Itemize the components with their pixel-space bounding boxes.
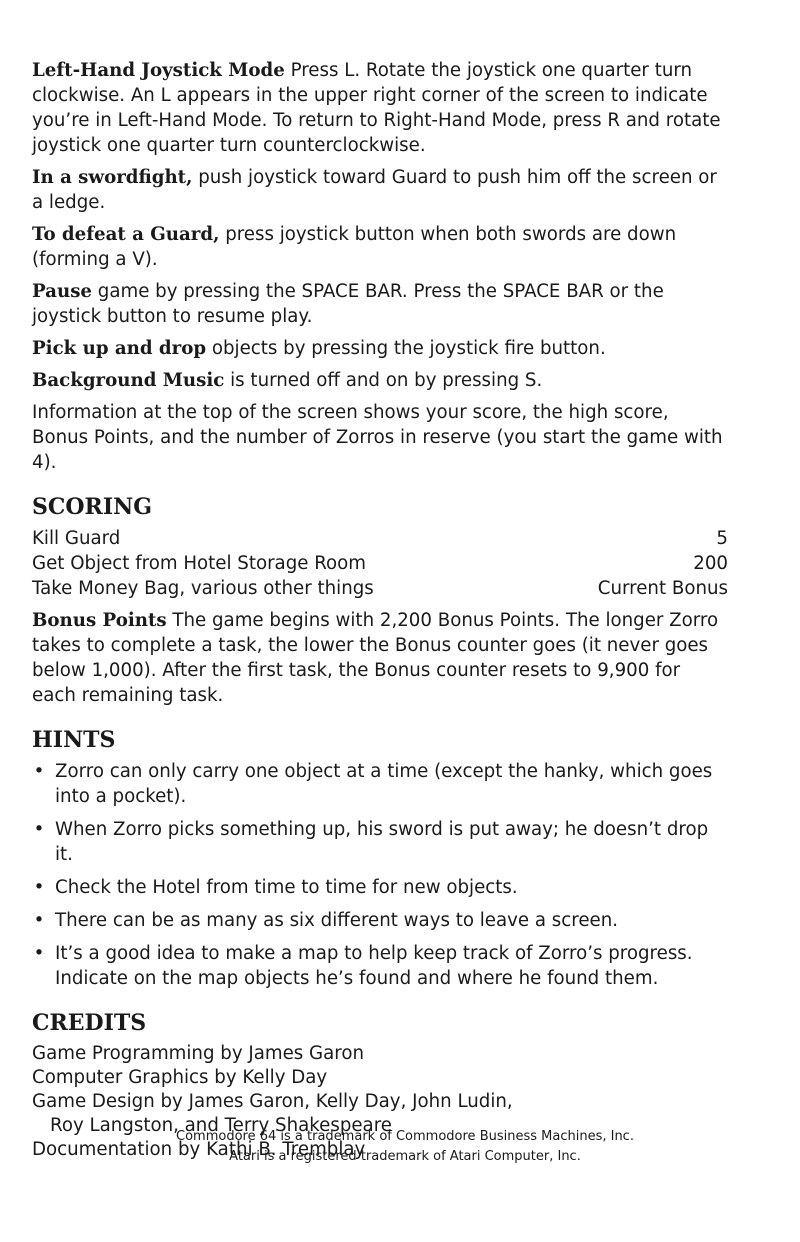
list-item <box>32 817 728 867</box>
control-paragraph-left-hand-mode <box>32 58 728 158</box>
hint-text: It’s a good idea to make a map to help keep track of Zorro’s progress. Indicate on the map objects he’s found and where he found them. <box>55 943 693 989</box>
scoring-heading: SCORING <box>32 494 153 520</box>
score-points: 200 <box>693 553 728 574</box>
control-text: Press L. Rotate the joystick one quarter turn clockwise. An L appears in the upper right corner of the screen to indicate you’re in Left-Hand Mode. To return to Right-Hand Mode, press R and rotate joystick one quarter turn counterclockwise. <box>32 60 721 156</box>
list-item <box>32 941 728 991</box>
controls-section <box>32 58 728 475</box>
control-lead: In a swordfight, <box>32 167 193 188</box>
control-lead: Pause <box>32 281 93 302</box>
hint-text: Check the Hotel from time to time for new objects. <box>55 877 518 898</box>
bonus-lead: Bonus Points <box>32 610 167 631</box>
bonus-text: The game begins with 2,200 Bonus Points. The longer Zorro takes to complete a task, the lower the Bonus counter goes (it never goes below 1,000). After the first task, the Bonus counter resets to 9,900 for each remaining task. <box>32 610 719 706</box>
score-points: Current Bonus <box>597 578 728 599</box>
score-item: Kill Guard <box>32 528 121 549</box>
control-paragraph-defeat-guard <box>32 222 728 272</box>
trademark-footer <box>0 1127 800 1167</box>
credit-line: Game Programming by James Garon <box>32 1043 365 1064</box>
bonus-points-paragraph <box>32 608 728 708</box>
score-item: Take Money Bag, various other things <box>32 578 374 599</box>
hint-text: There can be as many as six different ways to leave a screen. <box>55 910 619 931</box>
hints-section <box>32 726 728 991</box>
control-lead: Background Music <box>32 370 225 391</box>
credit-line: Computer Graphics by Kelly Day <box>32 1067 328 1088</box>
credits-heading: CREDITS <box>32 1010 147 1036</box>
bullet-icon: • <box>33 910 45 931</box>
bullet-icon: • <box>33 819 45 840</box>
score-row <box>32 576 728 601</box>
trademark-line: Commodore 64 is a trademark of Commodore Business Machines, Inc. <box>176 1129 634 1144</box>
control-text: Information at the top of the screen shows your score, the high score, Bonus Points, and the number of Zorros in reserve (you start the game with 4). <box>32 402 723 473</box>
hints-list <box>32 759 728 991</box>
hints-heading: HINTS <box>32 727 116 753</box>
list-item <box>32 908 728 933</box>
score-row <box>32 551 728 576</box>
hint-text: When Zorro picks something up, his sword is put away; he doesn’t drop it. <box>55 819 709 865</box>
control-paragraph-music <box>32 368 728 393</box>
hint-text: Zorro can only carry one object at a time (except the hanky, which goes into a pocket). <box>55 761 713 807</box>
credit-line: Game Design by James Garon, Kelly Day, John Ludin, <box>32 1091 513 1112</box>
control-paragraph-pause <box>32 279 728 329</box>
control-text: push joystick toward Guard to push him off the screen or a ledge. <box>32 167 717 213</box>
bullet-icon: • <box>33 943 45 964</box>
control-text: press joystick button when both swords are down (forming a V). <box>32 224 677 270</box>
control-lead: Left-Hand Joystick Mode <box>32 60 285 81</box>
list-item <box>32 759 728 809</box>
control-text: game by pressing the SPACE BAR. Press the SPACE BAR or the joystick button to resume play. <box>32 281 664 327</box>
score-points: 5 <box>716 528 728 549</box>
credit-line: Documentation by Kathi B. Tremblay <box>32 1139 366 1160</box>
control-lead: To defeat a Guard, <box>32 224 220 245</box>
bullet-icon: • <box>33 761 45 782</box>
control-paragraph-pick-up <box>32 336 728 361</box>
scoring-section <box>32 493 728 708</box>
score-row <box>32 526 728 551</box>
control-paragraph-info <box>32 400 728 475</box>
control-paragraph-swordfight <box>32 165 728 215</box>
list-item <box>32 875 728 900</box>
bullet-icon: • <box>33 877 45 898</box>
control-text: objects by pressing the joystick fire button. <box>206 338 606 359</box>
control-lead: Pick up and drop <box>32 338 207 359</box>
control-text: is turned off and on by pressing S. <box>224 370 543 391</box>
score-item: Get Object from Hotel Storage Room <box>32 553 367 574</box>
trademark-line: Atari is a registered trademark of Atari Computer, Inc. <box>229 1149 581 1164</box>
credit-line: Roy Langston, and Terry Shakespeare <box>50 1115 392 1136</box>
